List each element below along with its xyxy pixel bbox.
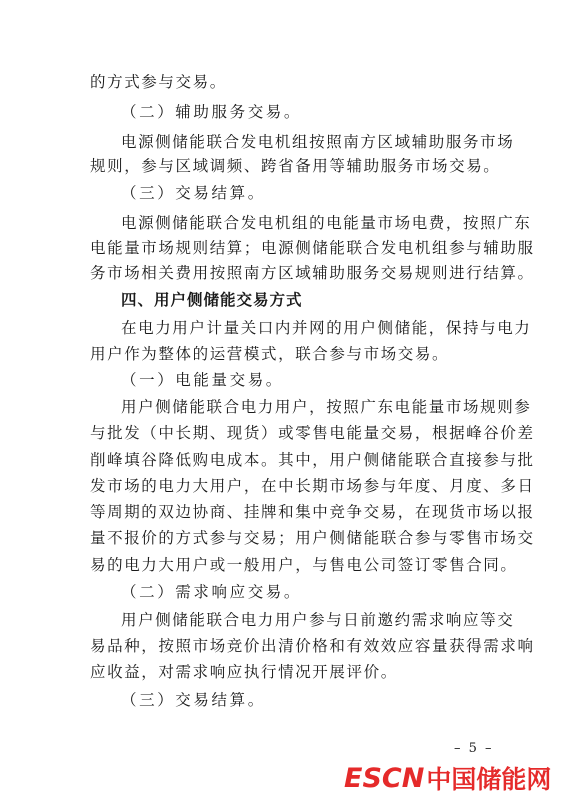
text-line: 规则，参与区域调频、跨省备用等辅助服务市场交易。 <box>90 157 501 175</box>
escn-logo <box>344 760 551 796</box>
text-line: 量不报价的方式参与交易；用户侧储能联合参与零售市场交 <box>90 529 535 547</box>
text-line: 用户侧储能联合电力用户参与日前邀约需求响应等交 <box>121 611 515 629</box>
text-line: 电源侧储能联合发电机组的电能量市场电费，按照广东 <box>121 214 532 232</box>
text-line: 用户作为整体的运营模式，联合参与市场交易。 <box>90 345 450 363</box>
subheading: （三）交易结算。 <box>121 184 266 202</box>
subheading: （二）需求响应交易。 <box>121 583 303 601</box>
text-line: 易品种，按照市场竞价出清价格和有效效应容量获得需求响 <box>90 637 535 655</box>
logo-cjk-text: 中国储能网 <box>426 765 552 794</box>
text-line: 的方式参与交易。 <box>90 73 227 91</box>
subheading: （一）电能量交易。 <box>121 371 284 389</box>
page-number: – 5 – <box>454 741 494 756</box>
text-line: 在电力用户计量关口内并网的用户侧储能，保持与电力 <box>121 319 532 337</box>
text-line: 用户侧储能联合电力用户，按照广东电能量市场规则参 <box>121 398 532 416</box>
text-line: 易的电力大用户或一般用户，与售电公司签订零售合同。 <box>90 556 518 574</box>
subheading: （三）交易结算。 <box>121 691 266 709</box>
text-line: 应收益，对需求响应执行情况开展评价。 <box>90 663 398 681</box>
subheading: （二）辅助服务交易。 <box>121 103 303 121</box>
text-line: 发市场的电力大用户，在中长期市场参与年度、月度、多日 <box>90 477 535 495</box>
text-line: 电源侧储能联合发电机组按照南方区域辅助服务市场 <box>121 133 515 151</box>
text-line: 削峰填谷降低购电成本。其中，用户侧储能联合直接参与批 <box>90 451 535 469</box>
text-line: 电能量市场规则结算；电源侧储能联合发电机组参与辅助服 <box>90 239 535 257</box>
text-line: 等周期的双边协商、挂牌和集中竞争交易，在现货市场以报 <box>90 503 535 521</box>
text-line: 务市场相关费用按照南方区域辅助服务交易规则进行结算。 <box>90 264 535 282</box>
text-line: 与批发（中长期、现货）或零售电能量交易，根据峰谷价差 <box>90 424 535 442</box>
section-heading: 四、用户侧储能交易方式 <box>121 291 303 309</box>
logo-latin-text: ESCN <box>344 762 425 794</box>
